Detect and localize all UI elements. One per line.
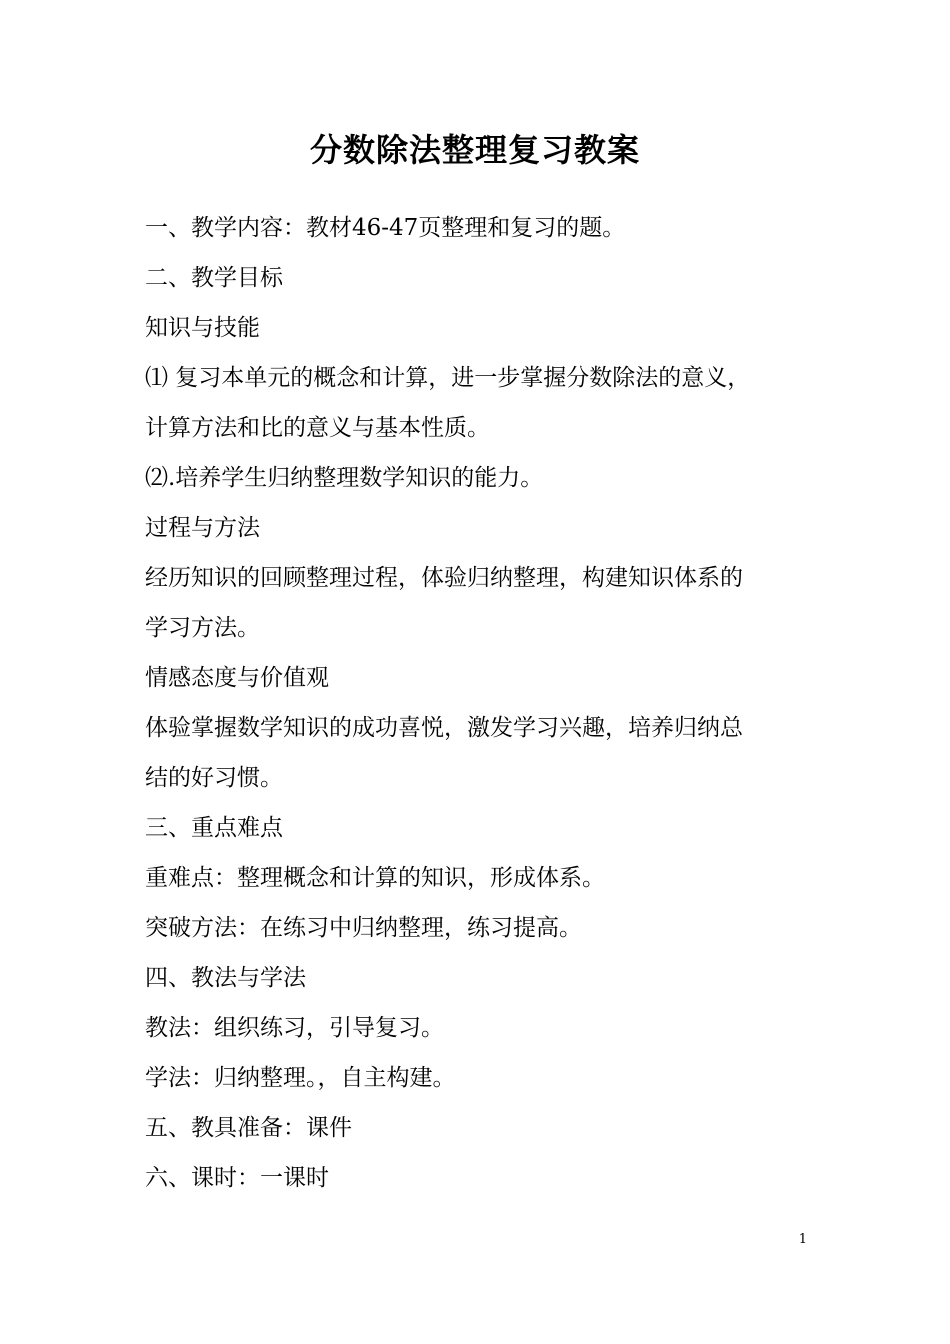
text-line: ⑵.培养学生归纳整理数学知识的能力。	[145, 465, 544, 491]
page-number: 1	[798, 1232, 807, 1247]
text-line: 一、教学内容：教材46-47页整理和复习的题。	[145, 215, 626, 241]
text-line: 学习方法。	[145, 615, 260, 641]
text-line: 经历知识的回顾整理过程，体验归纳整理，构建知识体系的	[145, 565, 743, 591]
text-line: 体验掌握数学知识的成功喜悦，激发学习兴趣，培养归纳总	[145, 715, 743, 741]
text-line: 教法：组织练习，引导复习。	[145, 1015, 444, 1041]
text-line: 突破方法：在练习中归纳整理，练习提高。	[145, 915, 582, 941]
text-line: 三、重点难点	[145, 815, 283, 841]
text-line: 学法：归纳整理。，自主构建。	[145, 1065, 456, 1091]
text-line: 计算方法和比的意义与基本性质。	[145, 415, 490, 441]
document-title: 分数除法整理复习教案	[309, 131, 640, 169]
text-line: ⑴ 复习本单元的概念和计算，进一步掌握分数除法的意义，	[145, 365, 751, 391]
text-line: 过程与方法	[145, 515, 260, 541]
text-line: 六、课时：一课时	[145, 1165, 329, 1191]
text-line: 四、教法与学法	[145, 965, 306, 991]
text-line: 二、教学目标	[145, 265, 283, 291]
text-line: 结的好习惯。	[145, 765, 283, 791]
document-body	[145, 206, 815, 1206]
text-line: 重难点：整理概念和计算的知识，形成体系。	[145, 865, 605, 891]
text-line: 五、教具准备：课件	[145, 1115, 352, 1141]
text-line: 情感态度与价值观	[145, 665, 329, 691]
text-line: 知识与技能	[145, 315, 260, 341]
